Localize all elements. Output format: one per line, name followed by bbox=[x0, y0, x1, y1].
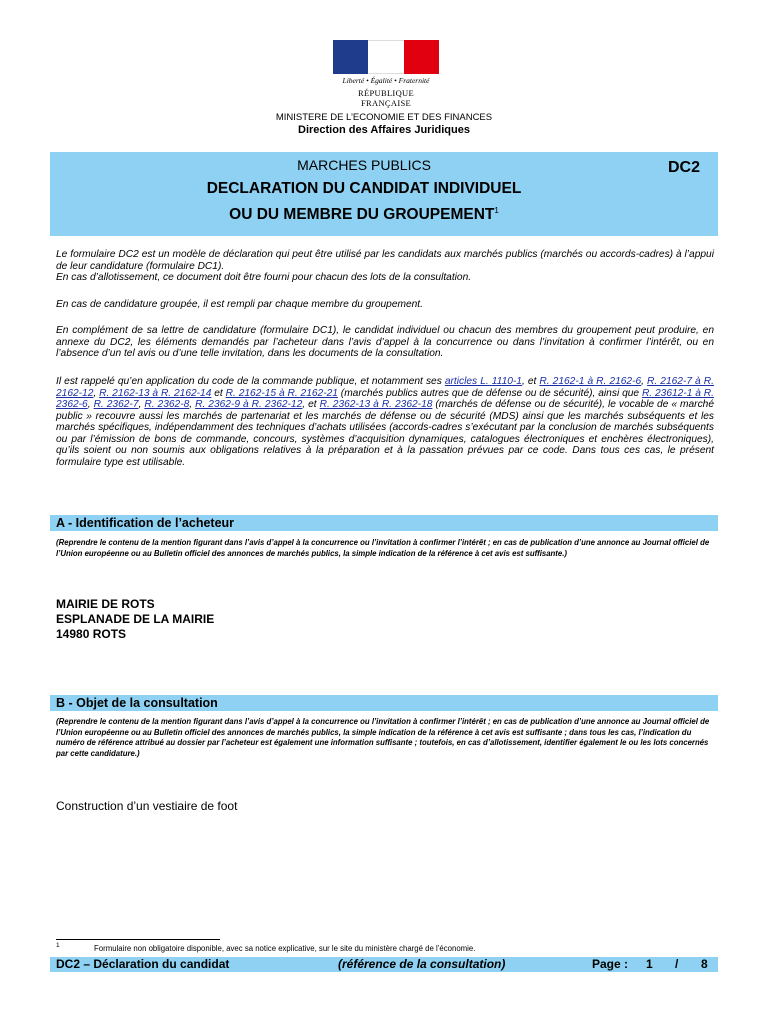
marianne-flag-icon bbox=[333, 40, 439, 74]
footer-reference: (référence de la consultation) bbox=[338, 957, 506, 971]
form-title-line2: OU DU MEMBRE DU GROUPEMENT$^1$ bbox=[229, 206, 499, 224]
buyer-street: ESPLANADE DE LA MAIRIE bbox=[56, 612, 215, 626]
section-b-header: B - Objet de la consultation bbox=[50, 695, 718, 711]
footnote-reference[interactable]: 1 bbox=[494, 206, 499, 215]
logo-republic-name: RÉPUBLIQUE FRANÇAISE bbox=[358, 88, 414, 108]
buyer-name: MAIRIE DE ROTS bbox=[56, 597, 155, 611]
link-r2162-1[interactable]: R. 2162-1 à R. 2162-6 bbox=[539, 376, 642, 387]
page-footer bbox=[50, 957, 718, 972]
intro-paragraph-3: En complément de sa lettre de candidature (formulaire DC1), le candidat individuel ou chacun des membres du groupement peut produire, en annexe du DC2, les éléments demandés par l’acheteur dans l’avis d’appel à la concurrence ou dans l’invitation à confirmer l’intérêt, ou en l’absence d’un tel avis ou d’une telle invitation, dans les documents de la consultation. bbox=[56, 325, 714, 359]
intro-paragraph-1: Le formulaire DC2 est un modèle de déclaration qui peut être utilisé par les candidats aux marchés publics (marchés ou accords-cadres) à l’appui de leur candidature (formulaire DC1). En cas d’allotissement, ce document doit être fourni pour chacun des lots de la consultation. bbox=[56, 249, 714, 283]
consultation-object: Construction d’un vestiaire de foot bbox=[56, 799, 238, 813]
footer-page-label: Page : bbox=[592, 957, 629, 971]
link-article-l1110-1[interactable]: articles L. 1110-1 bbox=[444, 376, 522, 387]
section-a-header: A - Identification de l’acheteur bbox=[50, 515, 718, 531]
logo-motto: Liberté • Égalité • Fraternité bbox=[342, 76, 430, 85]
footnote-divider bbox=[56, 939, 220, 940]
link-r2162-13[interactable]: R. 2162-13 à R. 2162-14 bbox=[99, 387, 212, 399]
link-r23612-1[interactable]: R. 23612-1 à R. 2362-6 bbox=[56, 387, 714, 410]
link-r2362-13[interactable]: R. 2362-13 à R. 2362-18 bbox=[319, 399, 433, 410]
section-a-instructions: (Reprendre le contenu de la mention figurant dans l’avis d’appel à la concurrence ou l’invitation à confirmer l’intérêt ; en cas de publication d’une annonce au Journal officiel de l’Union européenne ou au Bulletin officiel des annonces de marchés publics, la simple indication de la référence à cet avis est suffisante.) bbox=[56, 538, 710, 558]
footer-form-label: DC2 – Déclaration du candidat bbox=[56, 957, 230, 971]
footer-total-pages: 8 bbox=[701, 957, 708, 971]
link-r2362-8[interactable]: R. 2362-8 bbox=[144, 399, 190, 410]
intro-paragraph-2: En cas de candidature groupée, il est rempli par chaque membre du groupement. bbox=[56, 299, 423, 310]
link-r2362-7[interactable]: R. 2362-7 bbox=[93, 399, 139, 410]
form-title-box bbox=[50, 152, 718, 236]
form-title-line1: DECLARATION DU CANDIDAT INDIVIDUEL bbox=[206, 180, 522, 197]
section-b-instructions: (Reprendre le contenu de la mention figurant dans l’avis d’appel à la concurrence ou l’invitation à confirmer l’intérêt ; en cas de publication d’une annonce au Journal officiel de l’Union européenne ou au Bulletin officiel des annonces de marchés publics, la simple indication de la référence à cet avis est suffisante ; dans tous les cas, l’indication du numéro de référence attribué au dossier par l’acheteur est également une information suffisante ; toutefois, en cas d’allotissement, identifier également le ou les lots concernés par cette candidature.) bbox=[56, 717, 710, 758]
footnote-text: Formulaire non obligatoire disponible, avec sa notice explicative, sur le site du ministère chargé de l’économie. bbox=[94, 944, 476, 953]
footnote-number: 1 bbox=[56, 942, 60, 949]
form-category: MARCHES PUBLICS bbox=[297, 157, 431, 173]
form-code: DC2 bbox=[667, 159, 700, 176]
footer-current-page: 1 bbox=[646, 957, 653, 971]
footer-page-separator: / bbox=[675, 957, 679, 971]
ministry-name: MINISTERE DE L’ECONOMIE ET DES FINANCES bbox=[275, 112, 493, 123]
republique-francaise-logo bbox=[333, 40, 439, 108]
directorate-name: Direction des Affaires Juridiques bbox=[298, 124, 470, 136]
buyer-city: 14980 ROTS bbox=[56, 627, 127, 641]
buyer-address bbox=[56, 597, 214, 642]
link-r2162-15[interactable]: R. 2162-15 à R. 2162-21 bbox=[225, 387, 338, 399]
link-r2362-9[interactable]: R. 2362-9 à R. 2362-12 bbox=[195, 399, 303, 410]
link-r2162-7[interactable]: R. 2162-7 à R. 2162-12 bbox=[56, 376, 714, 399]
intro-paragraph-4: Il est rappelé qu’en application du code de la commande publique, et notamment ses articles L. 1110-1, et R. 2162-1 à R. 2162-6, R. 2162-7 à R. 2162-12, R. 2162-13 à R. 2162-14 et R. 2162-15 à R. 2162-21 (marchés publics autres que de défense ou de sécurité), ainsi que R. 23612-1 à R. 2362-6, R. 2362-7, R. 2362-8, R. 2362-9 à R. 2362-12, et R. 2362-13 à R. 2362-18 (marchés de défense ou de sécurité), le vocable de « marché public » recouvre aussi les marchés de partenariat et les marchés de défense ou de sécurité (MDS) ainsi que les marchés subséquents et les marchés spécifiques, indépendamment des techniques d’achats utilisées (accords-cadres s’exécutant par la conclusion de marchés subséquents ou par l’émission de bons de commande, concours, systèmes d’acquisition dynamiques, catalogues électroniques et enchères électroniques), qu’ils soient ou non soumis aux obligations relatives à la préparation et à la passation prévues par ce code. Dans tous ces cas, le présent formulaire type est utilisable. bbox=[56, 376, 715, 468]
